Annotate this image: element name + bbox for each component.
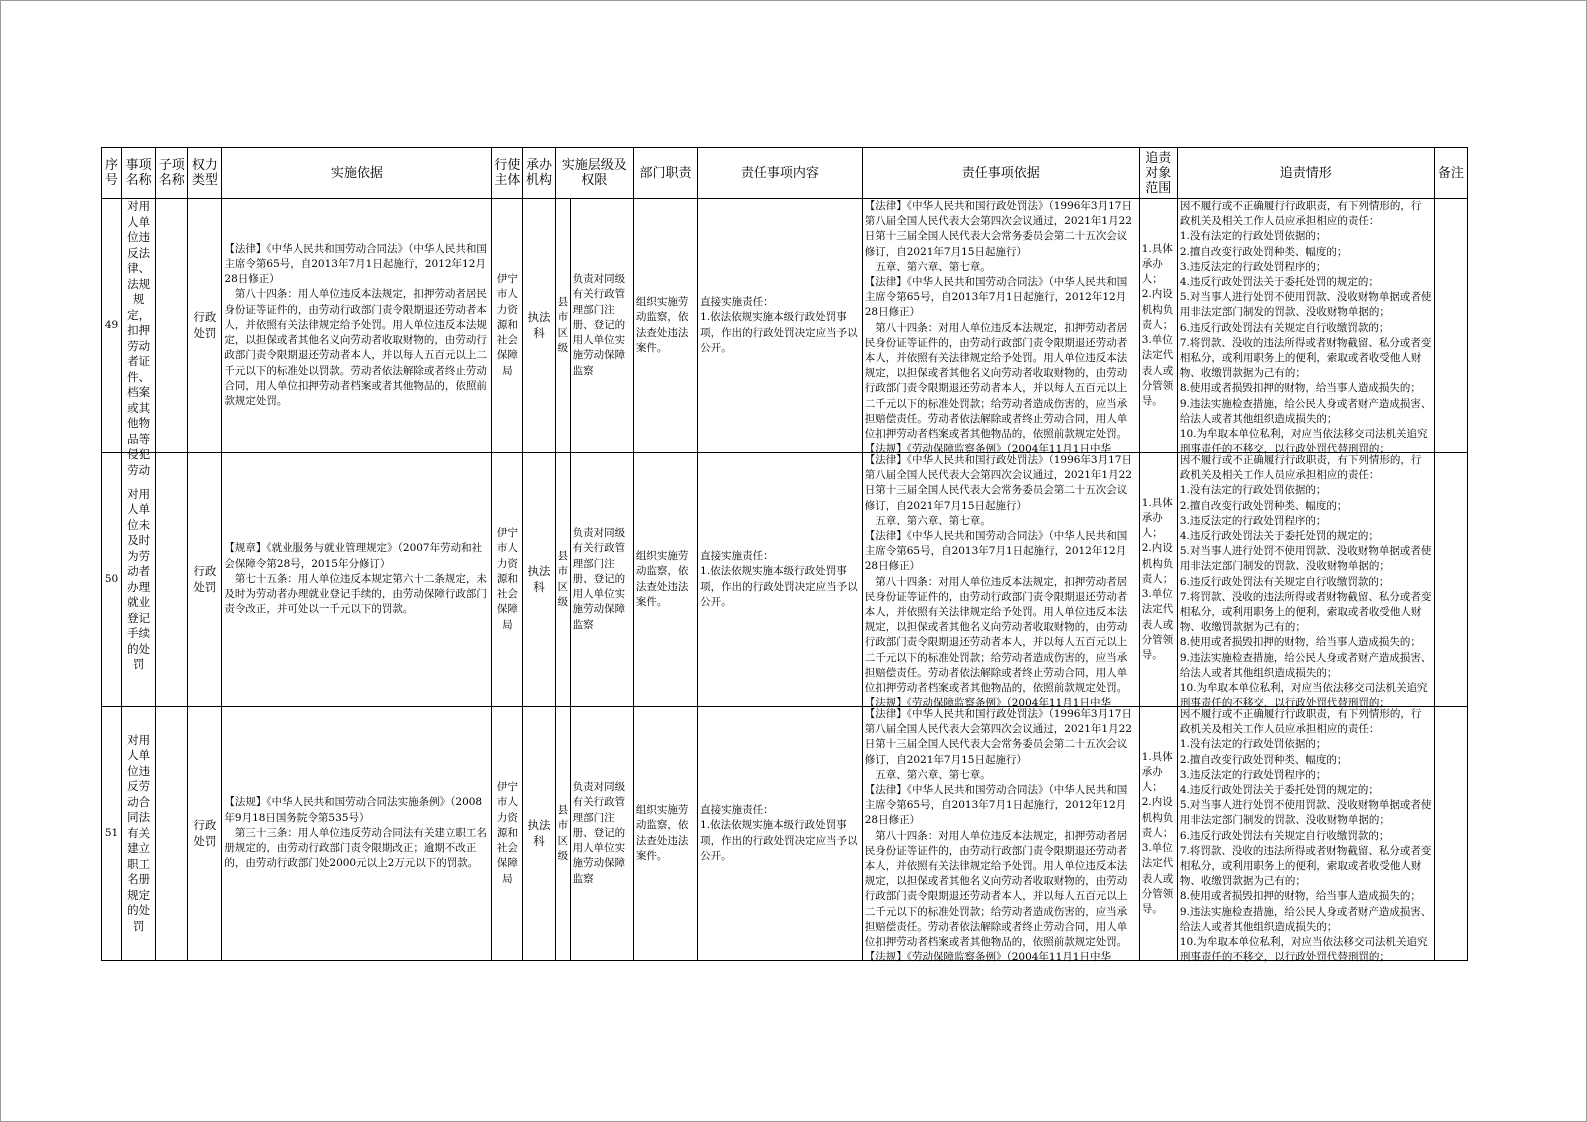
row-seq: 51 bbox=[102, 707, 122, 961]
row-resp-content-text: 直接实施责任： 1.依法依规实施本级行政处罚事项，作出的行政处罚决定应当予以公开。 bbox=[700, 804, 858, 862]
header-remark: 备注 bbox=[1434, 148, 1467, 199]
header-resp-basis: 责任事项依据 bbox=[862, 148, 1139, 199]
row-power-type: 行政处罚 bbox=[188, 453, 222, 707]
header-agency: 承办机构 bbox=[523, 148, 555, 199]
row-power-type: 行政处罚 bbox=[188, 707, 222, 961]
row-scope bbox=[1139, 199, 1177, 453]
row-scope-text: 1.具体承办人； 2.内设机构负责人； 3.单位法定代表人或分管领导。 bbox=[1141, 496, 1174, 661]
row-seq: 49 bbox=[102, 199, 122, 453]
row-resp-content bbox=[698, 453, 863, 707]
row-item-name-text: 对用人单位未及时为劳动者办理就业登记手续的处罚 bbox=[127, 486, 151, 671]
row-agency: 执法科 bbox=[523, 453, 555, 707]
row-resp-basis-text: 【法律】《中华人民共和国行政处罚法》（1996年3月17日第八届全国人民代表大会第四次会议通过，2021年1月22日第十三届全国人民代表大会常务委员会第二十五次会议修订，自2021年7月15日起施行） 五章、第六章、第七章。 【法律】《中华人民共和国劳动合同法》（中华人民共和国主席令第65号，自2013年7月1日起施行，2012年12月28日修正） 第八十四条：对用人单位违反本法规定，扣押劳动者居民身份证等证件的，由劳动行政部门责令限期退还劳动者本人，并依照有关法律规定给予处罚。用人单位违反本法规定，以担保或者其他名义向劳动者收取财物的，由劳动行政部门责令限期退还劳动者本人，并以每人五百元以上二千元以下的标准处罚款；给劳动者造成伤害的，应当承担赔偿责任。劳动者依法解除或者终止劳动合同，用人单位扣押劳动者档案或者其他物品的，依照前款规定处罚。 【法规】《劳动保障监察条例》（2004年11月1日中华 bbox=[864, 708, 1132, 964]
row-duty: 组织实施劳动监察，依法查处违法案件。 bbox=[633, 199, 697, 453]
row-scope-text: 1.具体承办人； 2.内设机构负责人； 3.单位法定代表人或分管领导。 bbox=[1141, 750, 1174, 915]
responsibility-table bbox=[101, 147, 1468, 964]
row-situation bbox=[1177, 707, 1434, 964]
header-power-type: 权力类型 bbox=[188, 148, 222, 199]
row-sub-item bbox=[156, 707, 188, 961]
row-remark bbox=[1434, 199, 1467, 453]
row-situation-text: 因不履行或不正确履行行政职责，有下列情形的，行政机关及相关工作人员应承担相应的责任： 1.没有法定的行政处罚依据的； 2.擅自改变行政处罚种类、幅度的； 3.违反法定的行政处罚程序的； 4.违反行政处罚法关于委托处罚的规定的； 5.对当事人进行处罚不使用罚款、没收财物单据或者使用非法定部门制发的罚款、没收财物单据的； 6.违反行政处罚法有关规定自行收缴罚款的； 7.将罚款、没收的违法所得或者财物截留、私分或者变相私分，或利用职务上的便利，索取或者收受他人财物、收缴罚款据为己有的； 8.使用或者损毁扣押的财物，给当事人造成损失的； 9.违法实施检查措施，给公民人身或者财产造成损害、给法人或者其他组织造成损失的； 10.为牟取本单位私利，对应当依法移交司法机关追究刑事责任的不移交，以行政处罚代替刑罚的； bbox=[1179, 200, 1432, 456]
row-basis bbox=[222, 707, 492, 961]
header-seq: 序号 bbox=[102, 148, 122, 199]
row-basis bbox=[222, 453, 492, 707]
row-sub-item bbox=[156, 199, 188, 453]
row-sub-item bbox=[156, 453, 188, 707]
row-resp-basis-text: 【法律】《中华人民共和国行政处罚法》（1996年3月17日第八届全国人民代表大会第四次会议通过，2021年1月22日第十三届全国人民代表大会常务委员会第二十五次会议修订，自2021年7月15日起施行） 五章、第六章、第七章。 【法律】《中华人民共和国劳动合同法》（中华人民共和国主席令第65号，自2013年7月1日起施行，2012年12月28日修正） 第八十四条：对用人单位违反本法规定，扣押劳动者居民身份证等证件的，由劳动行政部门责令限期退还劳动者本人，并依照有关法律规定给予处罚。用人单位违反本法规定，以担保或者其他名义向劳动者收取财物的，由劳动行政部门责令限期退还劳动者本人，并以每人五百元以上二千元以下的标准处罚款；给劳动者造成伤害的，应当承担赔偿责任。劳动者依法解除或者终止劳动合同，用人单位扣押劳动者档案或者其他物品的，依照前款规定处罚。 【法规】《劳动保障监察条例》（2004年11月1日中华 bbox=[864, 454, 1132, 710]
row-duty: 组织实施劳动监察，依法查处违法案件。 bbox=[633, 707, 697, 961]
row-level-b: 负责对同级有关行政管理部门注册、登记的用人单位实施劳动保障监察 bbox=[570, 199, 633, 453]
row-scope bbox=[1139, 707, 1177, 961]
row-power-type: 行政处罚 bbox=[188, 199, 222, 453]
row-level-a: 县市区级 bbox=[555, 453, 570, 707]
header-duty: 部门职责 bbox=[633, 148, 697, 199]
row-agency: 执法科 bbox=[523, 199, 555, 453]
table-row bbox=[102, 453, 1468, 707]
row-subject: 伊宁市人力资源和社会保障局 bbox=[492, 453, 523, 707]
row-resp-content bbox=[698, 707, 863, 961]
table-row bbox=[102, 707, 1468, 961]
row-resp-content-text: 直接实施责任： 1.依法依规实施本级行政处罚事项，作出的行政处罚决定应当予以公开。 bbox=[700, 550, 858, 608]
row-basis bbox=[222, 199, 492, 453]
header-subject: 行使主体 bbox=[492, 148, 523, 199]
row-resp-basis-text: 【法律】《中华人民共和国行政处罚法》（1996年3月17日第八届全国人民代表大会第四次会议通过，2021年1月22日第十三届全国人民代表大会常务委员会第二十五次会议修订，自2021年7月15日起施行） 五章、第六章、第七章。 【法律】《中华人民共和国劳动合同法》（中华人民共和国主席令第65号，自2013年7月1日起施行，2012年12月28日修正） 第八十四条：对用人单位违反本法规定，扣押劳动者居民身份证等证件的，由劳动行政部门责令限期退还劳动者本人，并依照有关法律规定给予处罚。用人单位违反本法规定，以担保或者其他名义向劳动者收取财物的，由劳动行政部门责令限期退还劳动者本人，并以每人五百元以上二千元以下的标准处罚款；给劳动者造成伤害的，应当承担赔偿责任。劳动者依法解除或者终止劳动合同，用人单位扣押劳动者档案或者其他物品的，依照前款规定处罚。 【法规】《劳动保障监察条例》（2004年11月1日中华 bbox=[864, 200, 1132, 456]
header-situation: 追责情形 bbox=[1177, 148, 1434, 199]
row-resp-content-text: 直接实施责任： 1.依法依规实施本级行政处罚事项，作出的行政处罚决定应当予以公开。 bbox=[700, 296, 858, 354]
row-duty: 组织实施劳动监察，依法查处违法案件。 bbox=[633, 453, 697, 707]
row-situation bbox=[1177, 199, 1434, 456]
row-situation-text: 因不履行或不正确履行行政职责，有下列情形的，行政机关及相关工作人员应承担相应的责任： 1.没有法定的行政处罚依据的； 2.擅自改变行政处罚种类、幅度的； 3.违反法定的行政处罚程序的； 4.违反行政处罚法关于委托处罚的规定的； 5.对当事人进行处罚不使用罚款、没收财物单据或者使用非法定部门制发的罚款、没收财物单据的； 6.违反行政处罚法有关规定自行收缴罚款的； 7.将罚款、没收的违法所得或者财物截留、私分或者变相私分，或利用职务上的便利，索取或者收受他人财物、收缴罚款据为己有的； 8.使用或者损毁扣押的财物，给当事人造成损失的； 9.违法实施检查措施，给公民人身或者财产造成损害、给法人或者其他组织造成损失的； 10.为牟取本单位私利，对应当依法移交司法机关追究刑事责任的不移交，以行政处罚代替刑罚的； bbox=[1179, 708, 1432, 964]
row-scope-text: 1.具体承办人； 2.内设机构负责人； 3.单位法定代表人或分管领导。 bbox=[1141, 242, 1174, 407]
header-resp-content: 责任事项内容 bbox=[698, 148, 863, 199]
row-item-name-text: 对用人单位违反法律、法规规定，扣押劳动者证件、档案或其他物品等侵犯劳动 bbox=[127, 199, 151, 477]
row-item-name bbox=[122, 707, 156, 961]
table-row bbox=[102, 199, 1468, 453]
row-subject: 伊宁市人力资源和社会保障局 bbox=[492, 707, 523, 961]
row-level-b: 负责对同级有关行政管理部门注册、登记的用人单位实施劳动保障监察 bbox=[570, 453, 633, 707]
row-situation-text: 因不履行或不正确履行行政职责，有下列情形的，行政机关及相关工作人员应承担相应的责任： 1.没有法定的行政处罚依据的； 2.擅自改变行政处罚种类、幅度的； 3.违反法定的行政处罚程序的； 4.违反行政处罚法关于委托处罚的规定的； 5.对当事人进行处罚不使用罚款、没收财物单据或者使用非法定部门制发的罚款、没收财物单据的； 6.违反行政处罚法有关规定自行收缴罚款的； 7.将罚款、没收的违法所得或者财物截留、私分或者变相私分，或利用职务上的便利，索取或者收受他人财物、收缴罚款据为己有的； 8.使用或者损毁扣押的财物，给当事人造成损失的； 9.违法实施检查措施，给公民人身或者财产造成损害、给法人或者其他组织造成损失的； 10.为牟取本单位私利，对应当依法移交司法机关追究刑事责任的不移交，以行政处罚代替刑罚的； bbox=[1179, 454, 1432, 710]
row-resp-basis bbox=[862, 707, 1139, 964]
row-agency: 执法科 bbox=[523, 707, 555, 961]
row-level-a: 县市区级 bbox=[555, 199, 570, 453]
header-basis: 实施依据 bbox=[222, 148, 492, 199]
row-level-b: 负责对同级有关行政管理部门注册、登记的用人单位实施劳动保障监察 bbox=[570, 707, 633, 961]
row-remark bbox=[1434, 707, 1467, 961]
row-item-name bbox=[122, 453, 156, 707]
row-item-name bbox=[122, 199, 156, 477]
header-item-name: 事项名称 bbox=[122, 148, 156, 199]
row-resp-basis bbox=[862, 199, 1139, 456]
row-resp-basis bbox=[862, 453, 1139, 710]
row-level-a: 县市区级 bbox=[555, 707, 570, 961]
row-basis-text: 【规章】《就业服务与就业管理规定》（2007年劳动和社会保障令第28号，2015年分修订） 第七十五条：用人单位违反本规定第六十二条规定，未及时为劳动者办理就业登记手续的，由劳动保障行政部门责令改正，并可处以一千元以下的罚款。 bbox=[224, 542, 487, 616]
header-row bbox=[102, 148, 1468, 199]
row-subject: 伊宁市人力资源和社会保障局 bbox=[492, 199, 523, 453]
header-level: 实施层级及权限 bbox=[555, 148, 633, 199]
row-scope bbox=[1139, 453, 1177, 707]
row-basis-text: 【法规】《中华人民共和国劳动合同法实施条例》（2008年9月18日国务院令第535号） 第三十三条：用人单位违反劳动合同法有关建立职工名册规定的，由劳动行政部门责令限期改正；逾期不改正的，由劳动行政部门处2000元以上2万元以下的罚款。 bbox=[224, 796, 487, 870]
row-situation bbox=[1177, 453, 1434, 710]
row-resp-content bbox=[698, 199, 863, 453]
row-basis-text: 【法律】《中华人民共和国劳动合同法》（中华人民共和国主席令第65号，自2013年7月1日起施行，2012年12月28日修正） 第八十四条：用人单位违反本法规定，扣押劳动者居民身份证等证件的，由劳动行政部门责令限期退还劳动者本人，并依照有关法律规定给予处罚。用人单位违反本法规定，以担保或者其他名义向劳动者收取财物的，由劳动行政部门责令限期退还劳动者本人，并以每人五百元以上二千元以下的标准处以罚款。劳动者依法解除或者终止劳动合同，用人单位扣押劳动者档案或者其他物品的，依照前款规定处罚。 bbox=[224, 242, 487, 407]
row-seq: 50 bbox=[102, 453, 122, 707]
header-scope: 追责对象范围 bbox=[1139, 148, 1177, 199]
row-item-name-text: 对用人单位违反劳动合同法有关建立职工名册规定的处罚 bbox=[127, 732, 151, 933]
header-sub-item: 子项名称 bbox=[156, 148, 188, 199]
row-remark bbox=[1434, 453, 1467, 707]
